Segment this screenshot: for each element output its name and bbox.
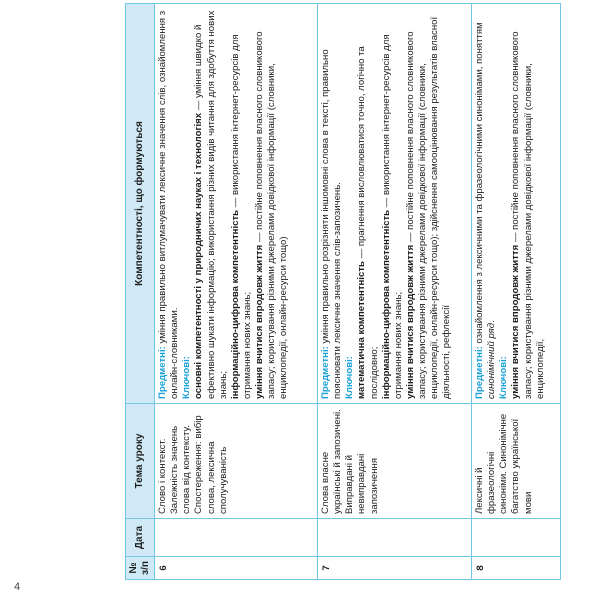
row-topic: Слова власне українські й запозичені. Виправдані й невиправдані запозичення (318, 404, 472, 519)
subject-label: Предметні: (474, 346, 486, 399)
lesson-plan-table (125, 3, 561, 580)
row-competencies (472, 4, 561, 404)
key-item: уміння вчитися впродовж життя — постійне поповнення власного словникового запасу; користування різними джерелами довідкової інформації (словники, енциклопедії, (510, 31, 546, 399)
page-number: 4 (14, 581, 21, 593)
key-label: Ключові: (344, 356, 356, 399)
row-competencies (155, 4, 318, 404)
key-item: основні компетентності у природничих науках і технологіях — уміння швидко й ефективно шукати інформацію; використання різних видів читання для здобуття нових знань; (193, 10, 229, 399)
key-item: інформаційно-цифрова компетентність — використання інтернет-ресурсів для отримання нових знань; (380, 34, 404, 399)
key-item: уміння вчитися впродовж життя — постійне поповнення власного словникового запасу; користування різними джерелами довідкової інформації (словники, енциклопедії, онлайн-ресурси тощо) (253, 31, 290, 399)
row-num: 8 (472, 557, 561, 580)
table-row (472, 4, 561, 580)
header-competencies: Компетентності, що формуються (126, 4, 155, 404)
table-row (318, 4, 472, 580)
row-topic: Лексичні й фразеологічні синоніми. Синонімічне багатство української мови (472, 404, 561, 519)
row-competencies (318, 4, 472, 404)
rotated-page (125, 4, 561, 580)
row-date (472, 519, 561, 557)
key-label: Ключові: (181, 356, 193, 399)
subject-text: уміння правильно розрізняти іншомовні слова в тексті, правильно пояснювати лексичне значення слів-запозичень. (320, 49, 344, 399)
key-item: математична компетентність — прагнення висловлюватися точно, логічно та послідовно; (356, 46, 380, 399)
subject-label: Предметні: (157, 346, 169, 399)
table-row (155, 4, 318, 580)
subject-text: уміння правильно витлумачувати лексичне значення слів, ознайомлення з онлайн-словниками. (157, 10, 181, 399)
header-num: № з/п (126, 557, 155, 580)
key-item: уміння вчитися впродовж життя — постійне поповнення власного словникового запасу; користування різними джерелами довідкової інформації (словники, енциклопедії, онлайн-ресурси тощо); здійснення самооцінювання результатів власної діяльності, рефлексії (404, 16, 453, 399)
key-item: інформаційно-цифрова компетентність — використання інтернет-ресурсів для отримання нових знань; (229, 34, 253, 399)
subject-text: ознайомлення з лексичними та фразеологічними синонімами, поняттям синонімічний ряд. (474, 22, 498, 399)
table-header-row (126, 4, 155, 580)
header-date: Дата (126, 519, 155, 557)
key-label: Ключові: (498, 356, 510, 399)
row-date (318, 519, 472, 557)
italic-term: синонімічний ряд (486, 322, 498, 399)
row-num: 6 (155, 557, 318, 580)
subject-label: Предметні: (320, 346, 332, 399)
row-topic: Слово і контекст. Залежність значень слова від контексту. Спостереження: вибір слова, лексична сполучуваність (155, 404, 318, 519)
header-topic: Тема уроку (126, 404, 155, 519)
row-date (155, 519, 318, 557)
row-num: 7 (318, 557, 472, 580)
